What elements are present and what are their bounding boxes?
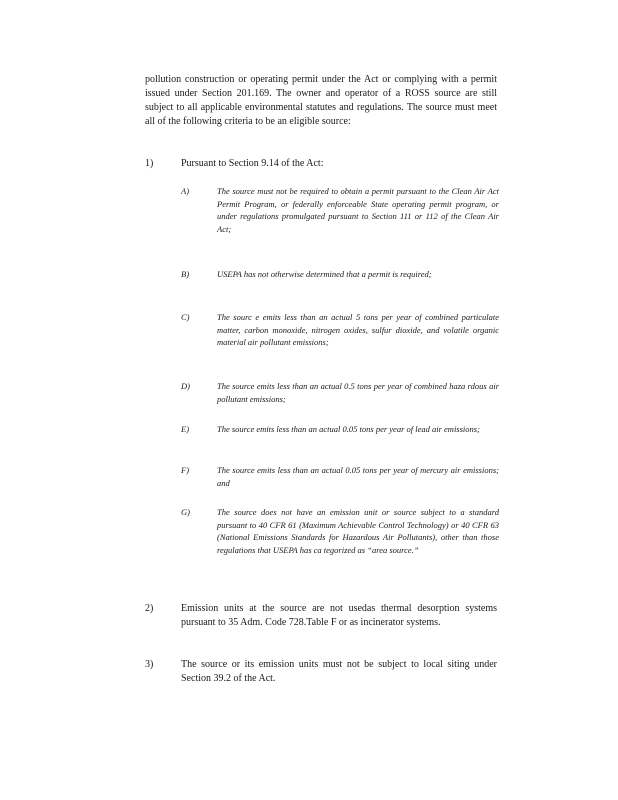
criterion-letter: C) <box>181 312 190 322</box>
list-item-text: The source or its emission units must not be subject to local siting under Section 39.2 of the Act. <box>181 659 497 684</box>
criterion-text: The source emits less than an actual 0.05 tons per year of lead air emissions; <box>217 424 480 434</box>
criterion-a <box>181 185 499 235</box>
criterion-d <box>181 380 499 405</box>
criterion-text: USEPA has not otherwise determined that a permit is required; <box>217 269 432 279</box>
criterion-letter: D) <box>181 381 190 391</box>
list-item-number: 3) <box>145 659 154 670</box>
list-item-number: 2) <box>145 603 154 614</box>
criterion-letter: A) <box>181 186 190 196</box>
criterion-text: The sourc e emits less than an actual 5 tons per year of combined particulate matter, carbon monoxide, nitrogen oxides, sulfur dioxide, and volatile organic material air pollutant emissions; <box>217 312 499 347</box>
criterion-f <box>181 464 499 489</box>
list-item-number: 1) <box>145 158 154 169</box>
list-item-text: Emission units at the source are not usedas thermal desorption systems pursuant to 35 Adm. Code 728.Table F or as incinerator systems. <box>181 603 497 628</box>
list-item-1 <box>145 157 497 171</box>
criterion-c <box>181 311 499 349</box>
criterion-text: The source must not be required to obtain a permit pursuant to the Clean Air Act Permit Program, or federally enforceable State operating permit program, or under regulations promulgated pursuant to Section 111 or 112 of the Clean Air Act; <box>217 186 499 234</box>
criterion-letter: G) <box>181 507 190 517</box>
criterion-g <box>181 506 499 556</box>
criterion-letter: F) <box>181 465 190 475</box>
criterion-letter: B) <box>181 269 190 279</box>
criterion-text: The source emits less than an actual 0.5 tons per year of combined haza rdous air pollutant emissions; <box>217 381 499 404</box>
criterion-e <box>181 423 499 436</box>
criterion-letter: E) <box>181 424 190 434</box>
intro-paragraph: pollution construction or operating permit under the Act or complying with a permit issued under Section 201.169. The owner and operator of a ROSS source are still subject to all applicable environmental statutes and regulations. The source must meet all of the following criteria to be an eligible source: <box>145 74 497 127</box>
list-item-3 <box>145 658 497 686</box>
criterion-text: The source emits less than an actual 0.05 tons per year of mercury air emissions; and <box>217 465 499 488</box>
criterion-text: The source does not have an emission unit or source subject to a standard pursuant to 40 CFR 61 (Maximum Achievable Control Technology) or 40 CFR 63 (National Emissions Standards for Hazardous Air Pollutants), other than those regulations that USEPA has ca tegorized as “area source.” <box>217 507 499 555</box>
list-item-text: Pursuant to Section 9.14 of the Act: <box>181 158 324 169</box>
list-item-2 <box>145 602 497 630</box>
criterion-b <box>181 268 499 281</box>
